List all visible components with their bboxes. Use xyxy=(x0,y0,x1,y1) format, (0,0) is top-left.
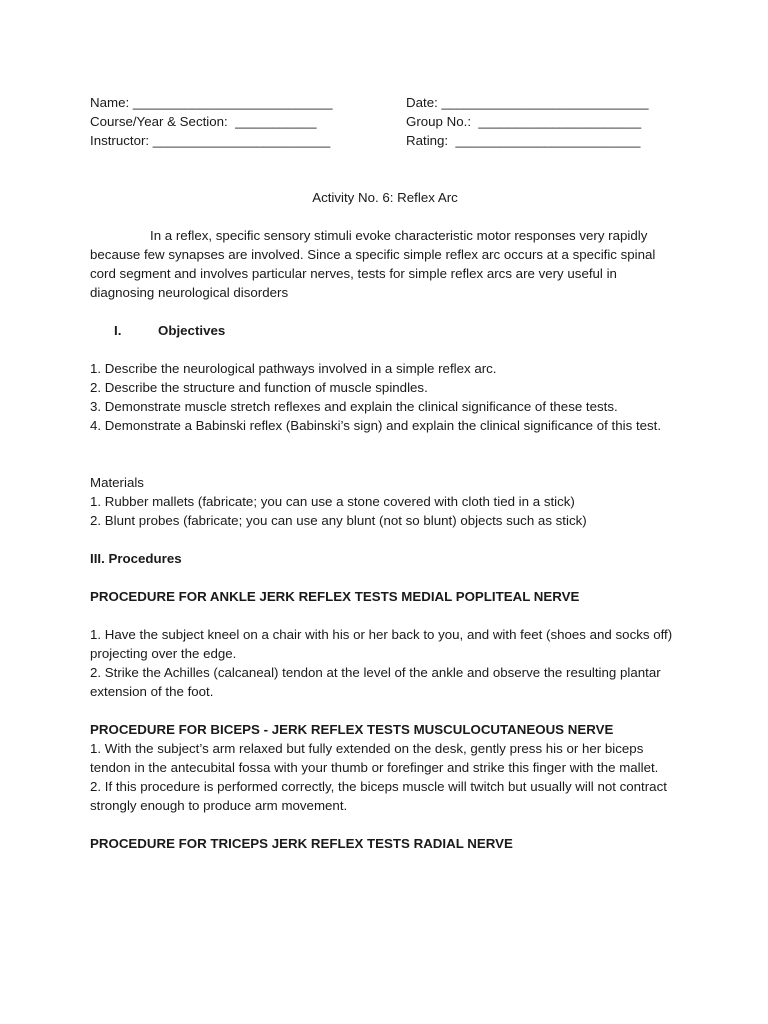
list-item: 4. Demonstrate a Babinski reflex (Babinski’s sign) and explain the clinical significance of this test. xyxy=(90,418,662,433)
header-left-column xyxy=(90,93,406,150)
list-item: 1. Rubber mallets (fabricate; you can use a stone covered with cloth tied in a stick) xyxy=(90,494,575,509)
name-field: Name: ___________________________ xyxy=(90,95,333,110)
header-right-column xyxy=(406,93,666,150)
instructor-field: Instructor: ________________________ xyxy=(90,133,331,148)
objectives-heading xyxy=(90,321,680,340)
ankle-procedure-steps xyxy=(90,625,680,701)
list-item: 1. Have the subject kneel on a chair with his or her back to you, and with feet (shoes and socks off) projecting over the edge. xyxy=(90,627,673,661)
group-number-field: Group No.: ______________________ xyxy=(406,114,642,129)
triceps-procedure-title: PROCEDURE FOR TRICEPS JERK REFLEX TESTS RADIAL NERVE xyxy=(90,836,513,851)
spacer xyxy=(90,435,680,473)
list-item: 2. Describe the structure and function of muscle spindles. xyxy=(90,380,428,395)
ankle-procedure-title: PROCEDURE FOR ANKLE JERK REFLEX TESTS MEDIAL POPLITEAL NERVE xyxy=(90,589,580,604)
student-info-header xyxy=(90,93,680,150)
list-item: 2. Strike the Achilles (calcaneal) tendon at the level of the ankle and observe the resulting plantar extension of the foot. xyxy=(90,665,661,699)
materials-heading: Materials xyxy=(90,475,144,490)
document-page xyxy=(90,93,680,872)
objectives-heading-text: Objectives xyxy=(158,323,226,338)
list-item: 1. Describe the neurological pathways involved in a simple reflex arc. xyxy=(90,361,497,376)
procedures-heading: III. Procedures xyxy=(90,551,182,566)
list-item: 3. Demonstrate muscle stretch reflexes and explain the clinical significance of these tests. xyxy=(90,399,618,414)
biceps-procedure-steps xyxy=(90,739,680,815)
rating-field: Rating: _________________________ xyxy=(406,133,641,148)
list-item: 2. If this procedure is performed correctly, the biceps muscle will twitch but usually will not contract strongly enough to produce arm movement. xyxy=(90,779,667,813)
date-field: Date: ____________________________ xyxy=(406,95,649,110)
intro-paragraph: In a reflex, specific sensory stimuli evoke characteristic motor responses very rapidly because few synapses are involved. Since a specific simple reflex arc occurs at a specific spinal cord segment and involves particular nerves, tests for simple reflex arcs are very useful in diagnosing neurological disorders xyxy=(90,228,656,300)
objectives-number: I. xyxy=(114,323,122,338)
course-section-field: Course/Year & Section: ___________ xyxy=(90,114,317,129)
objectives-list xyxy=(90,359,680,435)
activity-title: Activity No. 6: Reflex Arc xyxy=(312,190,458,205)
list-item: 1. With the subject’s arm relaxed but fully extended on the desk, gently press his or her biceps tendon in the antecubital fossa with your thumb or forefinger and strike this finger with the mallet. xyxy=(90,741,659,775)
biceps-procedure-title: PROCEDURE FOR BICEPS - JERK REFLEX TESTS MUSCULOCUTANEOUS NERVE xyxy=(90,722,614,737)
list-item: 2. Blunt probes (fabricate; you can use any blunt (not so blunt) objects such as stick) xyxy=(90,513,587,528)
materials-list xyxy=(90,492,680,530)
